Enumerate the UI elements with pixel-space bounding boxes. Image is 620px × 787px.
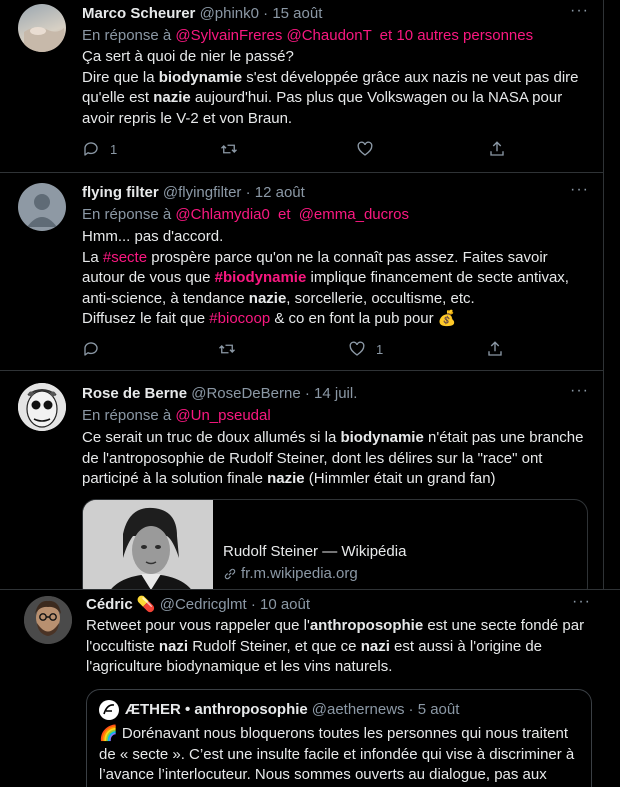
- text-line: [82, 428, 583, 449]
- reply-context: [82, 205, 409, 225]
- tweet-text: [82, 428, 583, 490]
- text-line: [86, 616, 584, 637]
- bold-keyword: biodynamie: [158, 68, 243, 86]
- aether-logo-icon: [99, 700, 119, 720]
- hashtag[interactable]: #biocoop: [209, 310, 271, 327]
- text-segment: Dorénavant nous bloquerons toutes les personnes qui nous traitent: [117, 725, 568, 742]
- hashtag[interactable]: #secte: [102, 248, 148, 266]
- retweet-icon: [218, 340, 236, 358]
- reply-prefix: En réponse à: [82, 27, 172, 44]
- text-segment: qu'elle est: [82, 89, 154, 106]
- card-domain[interactable]: [223, 564, 358, 584]
- like-count: 1: [376, 341, 384, 357]
- text-line: [86, 657, 584, 678]
- text-segment: l'occultiste: [86, 637, 159, 655]
- rainbow-emoji: 🌈: [99, 725, 118, 742]
- reply-et: et: [278, 206, 291, 223]
- text-segment: est une secte fondé par: [423, 617, 585, 634]
- timeline-border: [603, 0, 604, 589]
- pill-emoji: 💊: [136, 596, 156, 613]
- text-segment: avoir repris le V-2 et von Braun.: [82, 109, 293, 127]
- tweet-date[interactable]: · 10 août: [250, 596, 311, 613]
- tweet[interactable]: [0, 371, 604, 589]
- text-line: [82, 248, 569, 269]
- more-icon[interactable]: ···: [570, 2, 589, 19]
- bold-keyword: nazi: [360, 637, 390, 655]
- text-segment: Hmm... pas d'accord.: [82, 228, 224, 245]
- share-icon: [486, 340, 504, 358]
- text-line: [82, 469, 583, 490]
- bold-keyword: anthroposophie: [309, 617, 424, 634]
- text-line: [82, 309, 569, 330]
- tweet[interactable]: [0, 589, 620, 787]
- text-segment: l'agriculture biodynamique et les vins naturels.: [86, 658, 393, 675]
- reply-prefix: En réponse à: [82, 206, 172, 223]
- text-segment: La: [82, 248, 103, 266]
- author-name[interactable]: Cédric: [86, 596, 133, 613]
- text-line: [82, 68, 579, 89]
- reply-button[interactable]: [82, 140, 117, 158]
- avatar[interactable]: [24, 596, 72, 644]
- text-line: [82, 47, 579, 68]
- reply-mention[interactable]: @emma_ducros: [298, 206, 409, 223]
- reply-icon: [82, 140, 100, 158]
- avatar[interactable]: [18, 383, 66, 431]
- like-button[interactable]: [348, 340, 383, 358]
- tweet[interactable]: [0, 173, 604, 371]
- author-handle[interactable]: @phink0: [199, 5, 259, 22]
- text-segment: Retweet pour vous rappeler que l': [86, 617, 310, 634]
- share-button[interactable]: [488, 140, 506, 158]
- text-segment: autour de vous que: [82, 269, 215, 286]
- reply-context: [82, 26, 533, 46]
- more-icon[interactable]: ···: [570, 181, 589, 198]
- bold-keyword: nazi: [158, 637, 189, 655]
- text-segment: implique financement de secte antivax,: [306, 269, 569, 286]
- author-handle[interactable]: @Cedricglmt: [159, 596, 247, 613]
- reply-mention[interactable]: @Chlamydia0: [175, 206, 270, 223]
- text-segment: prospère parce qu'on ne la connaît pas assez. Faites savoir: [147, 248, 548, 266]
- share-icon: [488, 140, 506, 158]
- tweet-text: [86, 616, 584, 678]
- share-button[interactable]: [486, 340, 504, 358]
- text-line: [99, 745, 574, 766]
- author-name[interactable]: Rose de Berne: [82, 385, 188, 402]
- quote-author-name[interactable]: ÆTHER • anthroposophie: [125, 701, 308, 718]
- bold-keyword: biodynamie: [340, 429, 424, 446]
- retweet-icon: [220, 140, 238, 158]
- text-segment: s'est développée grâce aux nazis ne veut pas dire: [242, 68, 579, 86]
- quoted-tweet[interactable]: [86, 689, 592, 787]
- avatar[interactable]: [18, 4, 66, 52]
- tweet-date[interactable]: · 14 juil.: [304, 385, 358, 402]
- text-line: [99, 765, 574, 786]
- more-icon[interactable]: ···: [570, 382, 589, 399]
- quote-text: [99, 724, 574, 786]
- link-icon: [223, 567, 237, 581]
- quote-header: [99, 700, 459, 720]
- tweet-text: [82, 227, 569, 330]
- text-segment: l’avance l’interlocuteur. Nous sommes ouverts au dialogue, pas aux: [99, 766, 547, 783]
- reply-button[interactable]: [82, 340, 110, 358]
- like-icon: [348, 340, 366, 358]
- money-bag-emoji: 💰: [437, 310, 457, 327]
- bold-keyword: nazie: [267, 470, 305, 487]
- retweet-button[interactable]: [220, 140, 238, 158]
- reply-prefix: En réponse à: [82, 407, 172, 424]
- card-title[interactable]: Rudolf Steiner — Wikipédia: [223, 543, 407, 560]
- text-line: [82, 449, 583, 470]
- text-segment: Ça sert à quoi de nier le passé?: [82, 48, 294, 65]
- retweet-button[interactable]: [218, 340, 236, 358]
- tweet-date[interactable]: · 12 août: [245, 184, 305, 201]
- text-segment: Diffusez le fait que: [82, 310, 210, 327]
- bold-keyword: nazie: [153, 89, 191, 106]
- bold-keyword: nazie: [248, 289, 287, 307]
- text-line: [86, 637, 584, 658]
- text-segment: anti-science, à tendance: [82, 289, 249, 307]
- text-segment: n'était pas une branche: [423, 429, 584, 446]
- text-segment: (Himmler était un grand fan): [304, 470, 496, 487]
- link-card[interactable]: [82, 499, 588, 601]
- author-name[interactable]: Marco Scheurer: [82, 5, 196, 22]
- quote-author-handle[interactable]: @aethernews: [311, 701, 405, 718]
- reply-mention[interactable]: @Un_pseudal: [175, 407, 271, 424]
- text-segment: aujourd'hui. Pas plus que Volkswagen ou la NASA pour: [190, 89, 563, 106]
- text-segment: de « secte ». C’est une insulte facile et infondée qui vise à discriminer à: [99, 745, 575, 763]
- avatar[interactable]: [18, 183, 66, 231]
- like-button[interactable]: [356, 140, 374, 158]
- quote-date[interactable]: · 5 août: [408, 701, 460, 718]
- reply-count: 1: [110, 141, 118, 157]
- text-segment: de l'antroposophie de Rudolf Steiner, dont les délires sur la "race" ont: [82, 449, 543, 467]
- author-handle[interactable]: @RoseDeBerne: [191, 385, 301, 402]
- tweet-date[interactable]: · 15 août: [263, 5, 323, 22]
- reply-others[interactable]: et 10 autres personnes: [379, 27, 534, 44]
- text-segment: Dire que la: [82, 68, 159, 86]
- text-line: [82, 268, 569, 289]
- text-line: [99, 724, 574, 745]
- tweet-text: [82, 47, 579, 129]
- text-segment: Rudolf Steiner, et que ce: [188, 637, 361, 655]
- text-line: [82, 88, 579, 109]
- text-segment: & co en font la pub pour: [270, 310, 434, 327]
- reply-context: [82, 406, 271, 426]
- text-line: [82, 289, 569, 310]
- reply-mention[interactable]: @SylvainFreres @ChaudonT: [175, 27, 372, 44]
- tweet[interactable]: [0, 0, 604, 173]
- text-segment: participé à la solution finale: [82, 470, 268, 487]
- text-segment: est aussi à l'origine de: [389, 637, 543, 655]
- quote-avatar[interactable]: [99, 700, 119, 720]
- more-icon[interactable]: ···: [572, 593, 591, 610]
- text-line: [82, 109, 579, 130]
- card-domain-text: fr.m.wikipedia.org: [241, 565, 358, 582]
- text-segment: Ce serait un truc de doux allumés si la: [82, 429, 341, 446]
- author-name[interactable]: flying filter: [82, 184, 159, 201]
- text-line: [82, 227, 569, 248]
- text-segment: , sorcellerie, occultisme, etc.: [286, 289, 475, 307]
- card-thumbnail: [83, 500, 213, 600]
- reply-icon: [82, 340, 100, 358]
- hashtag[interactable]: #biodynamie: [214, 269, 307, 286]
- like-icon: [356, 140, 374, 158]
- author-handle[interactable]: @flyingfilter: [162, 184, 242, 201]
